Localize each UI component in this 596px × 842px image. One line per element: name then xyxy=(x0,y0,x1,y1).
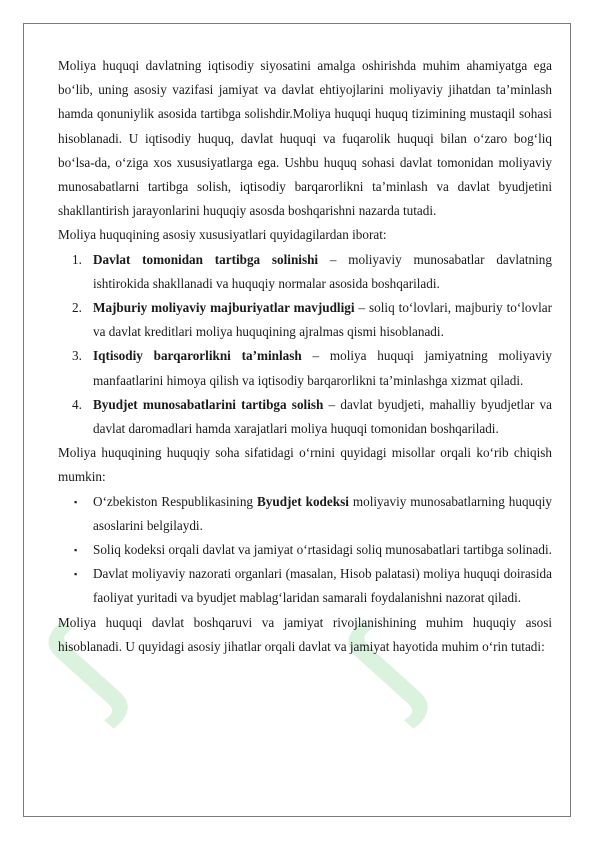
list-item xyxy=(58,344,552,392)
list-item-text: – soliq to‘lovlari, majburiy to‘lovlar va davlat kreditlari moliya huquqining ajralmas qismi hisoblanadi. xyxy=(93,300,552,340)
bullet-icon: ▪ xyxy=(74,496,78,507)
paragraph-conclusion: Moliya huquqi davlat boshqaruvi va jamiyat rivojlanishining muhim huquqiy asosi hisoblanadi. U quyidagi asosiy jihatlar orqali davlat va jamiyat hayotida muhim o‘rin tutadi: xyxy=(58,614,552,654)
list-number: 2. xyxy=(72,300,82,316)
features-numbered-list xyxy=(58,248,552,442)
bullet-icon: ▪ xyxy=(74,545,78,556)
list-item-text: – moliyaviy munosabatlar davlatning ishtirokida shakllanadi va huquqiy normalar asosida boshqariladi. xyxy=(93,251,552,291)
list-item-text: moliyaviy munosabatlarning huquqiy asoslarini belgilaydi. xyxy=(93,493,552,533)
list-item-text: Davlat moliyaviy nazorati organlari (masalan, Hisob palatasi) moliya huquqi doirasida faoliyat yuritadi va byudjet mablag‘laridan samarali foydalanishni nazorat qiladi. xyxy=(93,566,552,606)
paragraph-features-lead: Moliya huquqining asosiy xususiyatlari quyidagilardan iborat: xyxy=(58,227,387,243)
list-item-emphasis: Byudjet kodeksi xyxy=(256,493,349,509)
list-number: 1. xyxy=(72,251,82,267)
list-item xyxy=(58,562,552,610)
list-item xyxy=(58,490,552,538)
list-item-text: – moliya huquqi jamiyatning moliyaviy manfaatlarini himoya qilish va iqtisodiy barqarorlikni ta’minlashga xizmat qiladi. xyxy=(93,348,552,388)
list-item-text: Soliq kodeksi orqali davlat va jamiyat o‘rtasidagi soliq munosabatlari tartibga solinadi. xyxy=(93,542,552,558)
list-item xyxy=(58,248,552,296)
list-item-text: – davlat byudjeti, mahalliy byudjetlar va davlat daromadlari hamda xarajatlari moliya huquqi tomonidan boshqariladi. xyxy=(93,396,553,437)
list-item xyxy=(58,393,552,441)
list-item-title: Byudjet munosabatlarini tartibga solish xyxy=(93,396,324,412)
watermark-logo: ʃ xyxy=(16,609,144,729)
document-body xyxy=(58,54,552,659)
examples-bullet-list xyxy=(58,490,552,611)
list-item-title: Majburiy moliyaviy majburiyatlar mavjudligi xyxy=(93,300,355,316)
list-item-title: Davlat tomonidan tartibga solinishi xyxy=(93,251,319,267)
list-item xyxy=(58,296,552,344)
watermark-logo: ʃ xyxy=(316,609,444,729)
list-item-title: Iqtisodiy barqarorlikni ta’minlash xyxy=(93,348,302,364)
bullet-icon: ▪ xyxy=(74,569,78,580)
paragraph-intro: Moliya huquqi davlatning iqtisodiy siyosatini amalga oshirishda muhim ahamiyatga ega bo‘lib, uning asosiy vazifasi jamiyat va davlat ehtiyojlarini moliyaviy jihatdan ta’minlash hamda qonuniylik asosida tartibga solishdir.Moliya huquqi huquq tizimining mustaqil sohasi hisoblanadi. U iqtisodiy huquq, davlat huquqi va fuqarolik huquqi bilan o‘zaro bog‘liq bo‘lsa-da, o‘ziga xos xususiyatlarga ega. Ushbu huquq sohasi davlat tomonidan moliyaviy munosabatlarni tartibga solish, iqtisodiy barqarorlikni ta’minlash va davlat byudjetini shakllantirish jarayonlarini huquqiy asosda boshqarishni nazarda tutadi. xyxy=(58,58,552,219)
list-item xyxy=(58,538,552,562)
list-number: 4. xyxy=(72,396,82,412)
paragraph-examples-lead: Moliya huquqining huquqiy soha sifatidagi o‘rnini quyidagi misollar orqali ko‘rib chiqish mumkin: xyxy=(58,445,552,485)
list-item-text: O‘zbekiston Respublikasining xyxy=(93,493,257,509)
list-number: 3. xyxy=(72,348,82,364)
